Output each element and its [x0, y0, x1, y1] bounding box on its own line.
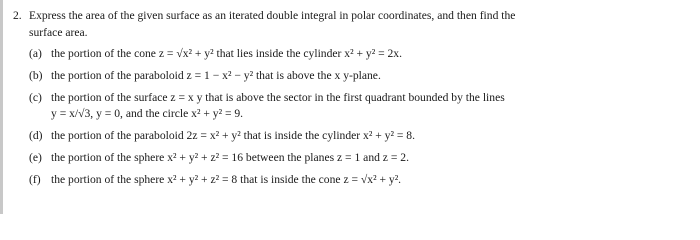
part-text: the portion of the sphere x² + y² + z² = 8 that is inside the cone z = √x² + y². — [51, 173, 402, 186]
problem-parts — [29, 46, 693, 188]
part-c — [29, 90, 693, 122]
problem-number: 2. — [13, 9, 22, 22]
part-b — [29, 68, 693, 84]
problem-text-line-1: Express the area of the given surface as an iterated double integral in polar coordinates, and then find the — [29, 9, 516, 22]
part-label: (d) — [29, 129, 43, 142]
problem-text-line-2: surface area. — [29, 26, 88, 39]
part-label: (e) — [29, 151, 42, 164]
part-text: the portion of the paraboloid 2z = x² + y² that is inside the cylinder x² + y² = 8. — [51, 129, 415, 142]
problem-text — [29, 7, 693, 41]
part-a — [29, 46, 693, 62]
part-label: (a) — [29, 47, 42, 60]
part-text — [51, 90, 693, 122]
part-text-line-1: the portion of the surface z = x y that is above the sector in the first quadrant bounded by the lines — [51, 91, 505, 104]
left-margin-rule — [0, 0, 3, 214]
part-label: (c) — [29, 91, 42, 104]
part-label: (b) — [29, 69, 43, 82]
part-f — [29, 172, 693, 188]
part-e — [29, 150, 693, 166]
part-d — [29, 128, 693, 144]
part-text-line-2: y = x/√3, y = 0, and the circle x² + y² = 9. — [51, 107, 244, 120]
part-text: the portion of the sphere x² + y² + z² = 16 between the planes z = 1 and z = 2. — [51, 151, 409, 164]
part-text: the portion of the paraboloid z = 1 − x² − y² that is above the x y-plane. — [51, 69, 381, 82]
problem-2 — [13, 7, 693, 194]
problem-statement — [13, 7, 693, 41]
part-text: the portion of the cone z = √x² + y² that lies inside the cylinder x² + y² = 2x. — [51, 47, 403, 60]
part-label: (f) — [29, 173, 41, 186]
